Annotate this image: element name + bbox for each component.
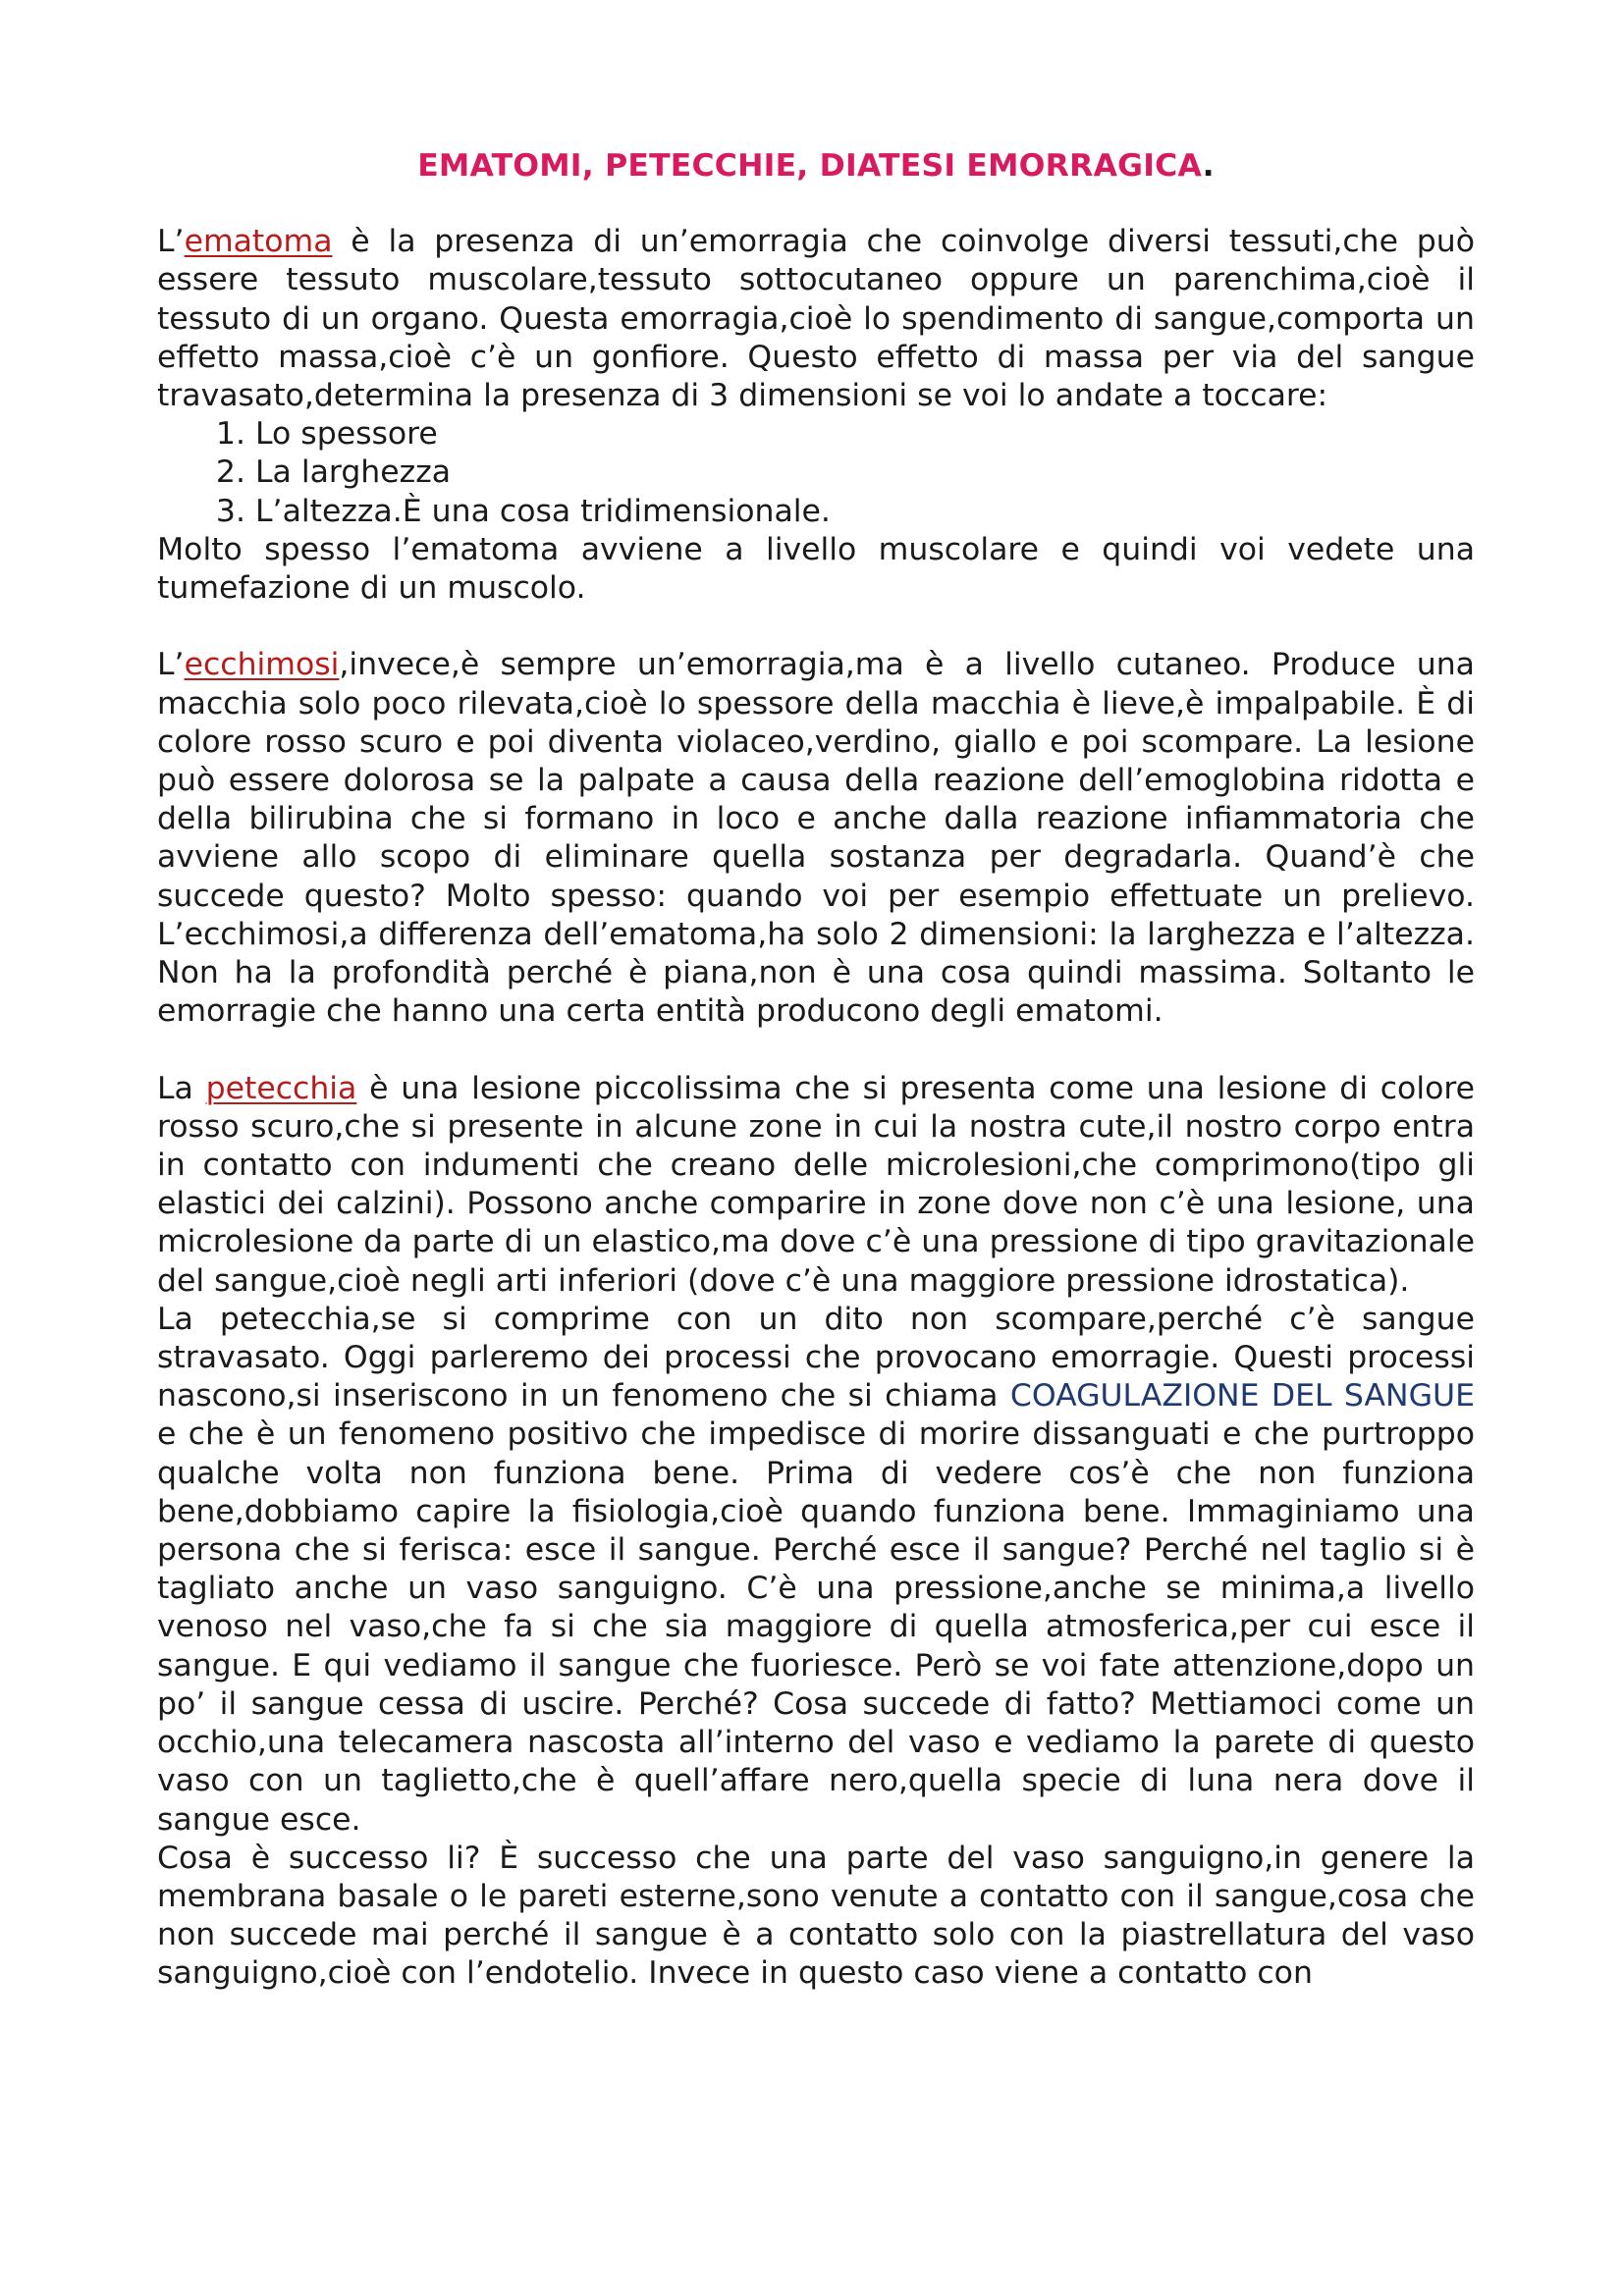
ematoma-after-paragraph: Molto spesso l’ematoma avviene a livello muscolare e quindi voi vedete una tumefazione di un muscolo. (157, 531, 1475, 607)
coagulation-highlight: COAGULAZIONE DEL SANGUE (1009, 1378, 1475, 1415)
term-ematoma: ematoma (184, 224, 333, 260)
petecchia-paragraph (157, 1070, 1475, 1301)
paragraph-gap (157, 608, 1475, 646)
ematoma-paragraph (157, 223, 1475, 415)
document-page (157, 147, 1475, 1994)
dimensions-list (157, 415, 1475, 531)
title-period: . (1202, 148, 1215, 184)
ematoma-text: è la presenza di un’emorragia che coinvolge diversi tessuti,che può essere tessuto muscolare,tessuto sottocutaneo oppure un parenchima,cioè il tessuto di un organo. Questa emorragia,cioè lo spendimento di sangue,comporta un effetto massa,cioè c’è un gonfiore. Questo effetto di massa per via del sangue travasato,determina la presenza di 3 dimensioni se voi lo andate a toccare: (157, 224, 1475, 414)
ecchimosi-text: ,invece,è sempre un’emorragia,ma è a livello cutaneo. Produce una macchia solo poco rilevata,cioè lo spessore della macchia è lieve,è impalpabile. È di colore rosso scuro e poi diventa violaceo,verdino, giallo e poi scompare. La lesione può essere dolorosa se la palpate a causa della reazione dell’emoglobina ridotta e della bilirubina che si formano in loco e anche dalla reazione infiammatoria che avviene allo scopo di eliminare quella sostanza per degradarla. Quand’è che succede questo? Molto spesso: quando voi per esempio effettuate un prelievo. L’ecchimosi,a differenza dell’ematoma,ha solo 2 dimensioni: la larghezza e l’altezza. Non ha la profondità perché è piana,non è una cosa quindi massima. Soltanto le emorragie che hanno una certa entità producono degli ematomi. (157, 647, 1475, 1030)
page-title (157, 147, 1475, 186)
coagulation-paragraph (157, 1301, 1475, 1840)
coagulation-after: e che è un fenomeno positivo che impedisce di morire dissanguati e che purtroppo qualche volta non funziona bene. Prima di vedere cos’è che non funziona bene,dobbiamo capire la fisiologia,cioè quando funziona bene. Immaginiamo una persona che si ferisca: esce il sangue. Perché esce il sangue? Perché nel taglio si è tagliato anche un vaso sanguigno. C’è una pressione,anche se minima,a livello venoso nel vaso,che fa si che sia maggiore di quella atmosferica,per cui esce il sangue. E qui vediamo il sangue che fuoriesce. Però se voi fate attenzione,dopo un po’ il sangue cessa di uscire. Perché? Cosa succede di fatto? Mettiamoci come un occhio,una telecamera nascosta all’interno del vaso e vediamo la parete di questo vaso con un taglietto,che è quell’affare nero,quella specie di luna nera dove il sangue esce. (157, 1416, 1475, 1838)
paragraph-gap (157, 1031, 1475, 1069)
list-item: 3. L’altezza.È una cosa tridimensionale. (255, 493, 1475, 531)
term-petecchia: petecchia (205, 1070, 357, 1106)
ematoma-lead: L’ (157, 224, 185, 260)
vessel-paragraph: Cosa è successo li? È successo che una parte del vaso sanguigno,in genere la membrana basale o le pareti esterne,sono venute a contatto con il sangue,cosa che non succede mai perché il sangue è a contatto solo con la piastrellatura del vaso sanguigno,cioè con l’endotelio. Invece in questo caso viene a contatto con (157, 1840, 1475, 1992)
coagulation-before: La petecchia,se si comprime con un dito non scompare,perché c’è sangue stravasato. Oggi parleremo dei processi che provocano emorragie. Questi processi nascono,si inseriscono in un fenomeno che si chiama (157, 1301, 1475, 1415)
ecchimosi-lead: L’ (157, 647, 185, 683)
petecchia-text: è una lesione piccolissima che si presenta come una lesione di colore rosso scuro,che si presente in alcune zone in cui la nostra cute,il nostro corpo entra in contatto con indumenti che creano delle microlesioni,che comprimono(tipo gli elastici dei calzini). Possono anche comparire in zone dove non c’è una lesione, una microlesione da parte di un elastico,ma dove c’è una pressione di tipo gravitazionale del sangue,cioè negli arti inferiori (dove c’è una maggiore pressione idrostatica). (157, 1070, 1475, 1299)
petecchia-lead: La (157, 1070, 206, 1106)
list-item: 2. La larghezza (255, 454, 1475, 492)
ecchimosi-paragraph (157, 646, 1475, 1031)
term-ecchimosi: ecchimosi (184, 647, 340, 683)
list-item: 1. Lo spessore (255, 415, 1475, 454)
title-text: EMATOMI, PETECCHIE, DIATESI EMORRAGICA (417, 148, 1203, 184)
